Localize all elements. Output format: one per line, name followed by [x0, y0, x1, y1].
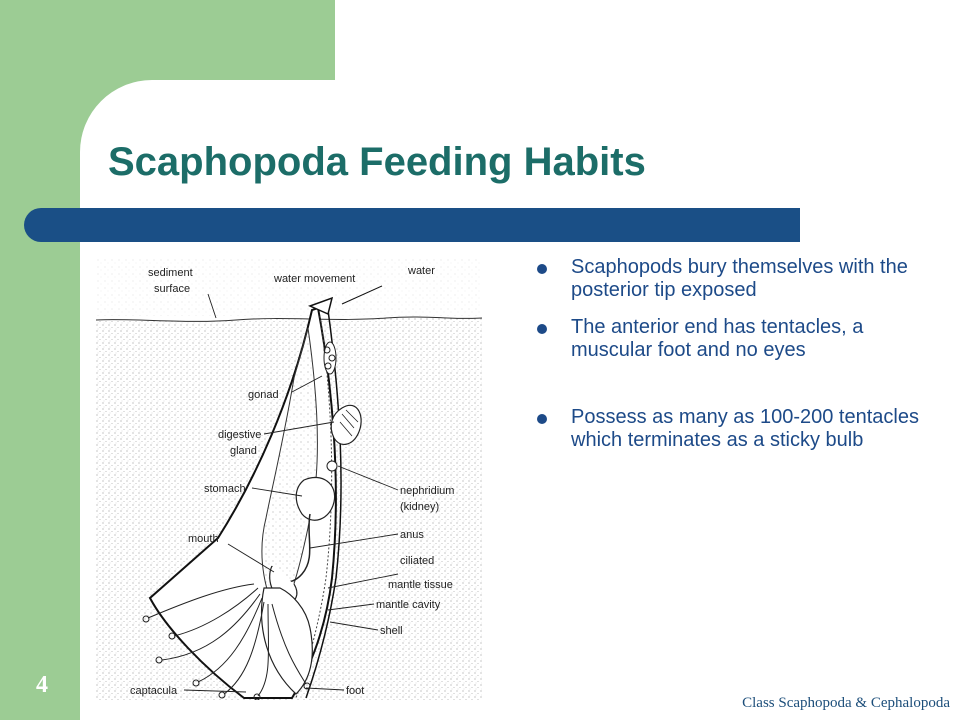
label-water-movement: water movement — [274, 273, 356, 285]
label-shell: shell — [380, 625, 403, 637]
left-green-strip — [0, 0, 80, 720]
slide-title: Scaphopoda Feeding Habits — [108, 140, 646, 184]
bullet-list — [536, 256, 946, 452]
stomach-organ — [296, 477, 334, 520]
label-captacula: captacula — [130, 685, 178, 697]
slide-footer: Class Scaphopoda & Cephalopoda — [742, 695, 950, 711]
label-gonad: gonad — [248, 389, 279, 401]
label-gland: gland — [230, 445, 257, 457]
bullet-item — [536, 256, 946, 302]
label-ciliated: ciliated — [400, 555, 435, 567]
label-nephridium: nephridium — [400, 485, 455, 497]
label-anus: anus — [400, 529, 424, 541]
bullet-dot-icon — [537, 414, 547, 424]
label-water: water — [408, 265, 435, 277]
bullet-text: Scaphopods bury themselves with the posterior tip exposed — [571, 256, 908, 301]
nephridium-organ — [327, 461, 337, 471]
bullet-item — [536, 406, 946, 452]
label-mantle-tissue: mantle tissue — [388, 579, 453, 591]
label-digestive: digestive — [218, 429, 262, 441]
bullet-dot-icon — [537, 324, 547, 334]
bullet-text: The anterior end has tentacles, a muscular foot and no eyes — [571, 316, 864, 361]
label-sediment: sediment — [148, 267, 193, 279]
scaphopod-anatomy-diagram — [96, 258, 482, 700]
label-kidney: (kidney) — [400, 501, 440, 513]
label-mantle-cavity: mantle cavity — [376, 599, 441, 611]
bullet-item — [536, 316, 946, 362]
label-stomach: stomach — [204, 483, 246, 495]
bullet-dot-icon — [537, 264, 547, 274]
label-foot: foot — [346, 685, 365, 697]
gonad-organ — [324, 342, 336, 374]
slide-number: 4 — [36, 672, 48, 698]
bullet-text: Possess as many as 100-200 tentacles which terminates as a sticky bulb — [571, 406, 919, 451]
label-surface: surface — [154, 283, 191, 295]
title-underline-bar — [24, 208, 800, 242]
top-white-band — [335, 0, 960, 80]
label-mouth: mouth — [188, 533, 219, 545]
